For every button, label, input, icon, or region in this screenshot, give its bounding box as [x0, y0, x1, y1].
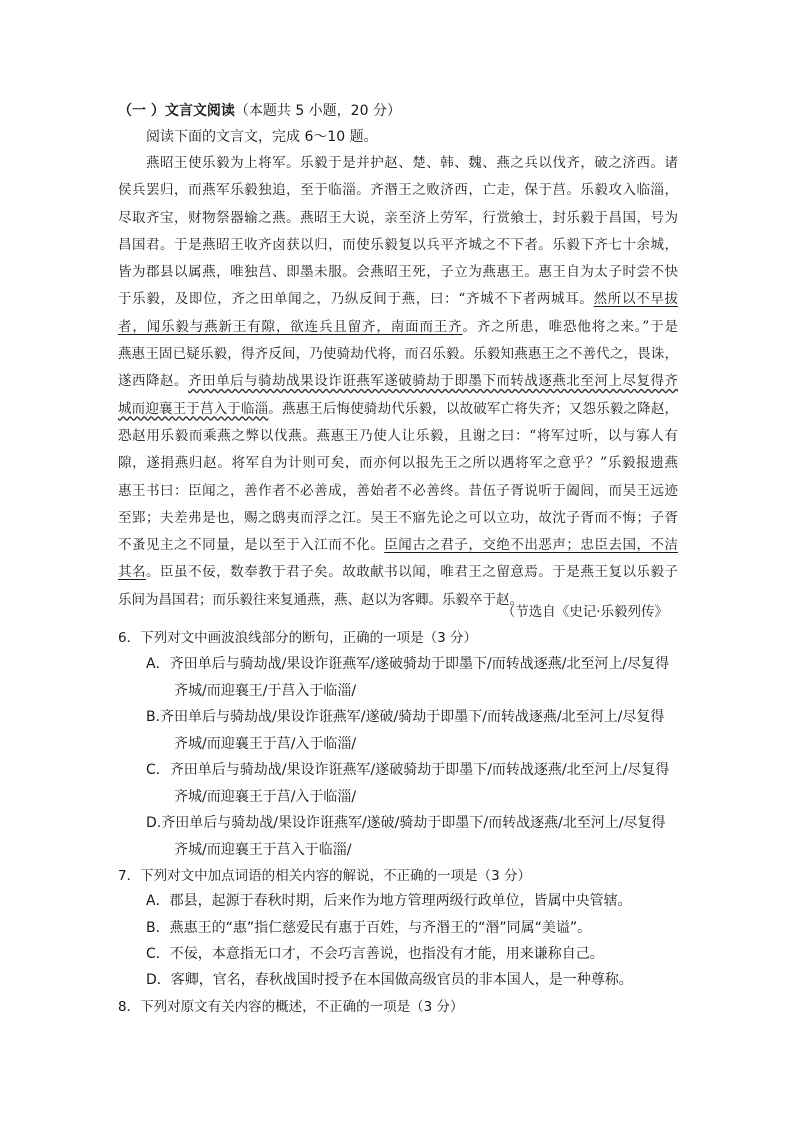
- section-title: [118, 100, 401, 120]
- q6-option-a-line2: 齐城/而迎襄王/于莒入于临淄/: [174, 683, 357, 699]
- passage-text: 恐赵用乐毅而乘燕之弊以伐燕。燕惠王乃使人让乐毅，且谢之曰：“将军过听，以与寡人有: [118, 427, 678, 444]
- classical-passage: [118, 150, 678, 614]
- reading-instruction: 阅读下面的文言文，完成 6～10 题。: [146, 129, 378, 145]
- question-7-stem: 7．下列对文中加点词语的相关内容的解说，不正确的一项是（3 分）: [118, 868, 531, 884]
- q6-option-b-line1: B.齐田单后与骑劫战/果设诈诳燕军/遂破/骑劫于即墨下/而转战逐燕/北至河上/尽复得: [146, 709, 665, 725]
- passage-line: [118, 505, 678, 532]
- passage-text: 惠王书曰：臣闻之，善作者不必善成，善始者不必善终。昔伍子胥说听于阖闾，而吴王远迹: [118, 482, 678, 499]
- section-title-bold: （一 ）文言文阅读: [118, 103, 235, 119]
- passage-line: [118, 341, 678, 368]
- passage-text: 隙，遂捐燕归赵。将军自为计则可矣，而亦何以报先王之所以遇将军之意乎？”乐毅报遗燕: [118, 455, 678, 472]
- passage-text: 。臣虽不佞，数奉教于君子矣。故敢献书以闻，唯君王之留意焉。于是燕王复以乐毅子: [146, 564, 678, 581]
- passage-text: 昌国君。于是燕昭王收齐卤获以归，而使乐毅复以兵平齐城之不下者。乐毅下齐七十余城，: [118, 236, 678, 253]
- passage-text: 皆为郡县以属燕，唯独莒、即墨未服。会燕昭王死，子立为燕惠王。惠王自为太子时尝不快: [118, 264, 678, 281]
- passage-line: [118, 478, 678, 505]
- wavy-underlined-text: 齐田单后与骑劫战果设诈诳燕军遂破骑劫于即墨下而转战逐燕北至河上尽复得齐: [188, 373, 678, 390]
- passage-line: [118, 396, 678, 423]
- passage-line: [118, 450, 678, 477]
- passage-line: [118, 368, 678, 395]
- q7-option-d: D．客卿，官名，春秋战国时授予在本国做高级官员的非本国人，是一种尊称。: [146, 972, 633, 988]
- passage-line: [118, 423, 678, 450]
- passage-text: 遂西降赵。: [118, 373, 189, 390]
- underlined-text: 其名: [118, 564, 147, 581]
- passage-line: [118, 259, 678, 286]
- q6-option-d-line1: D.齐田单后与骑劫战/果设诈诳燕军/遂破/骑劫于即墨下/而转战逐燕/北至河上/尽复得: [146, 815, 666, 831]
- passage-source: （节选自《史记·乐毅列传》: [501, 604, 668, 620]
- section-title-rest: （本题共 5 小题，20 分）: [234, 103, 401, 119]
- passage-text: 乐间为昌国君；而乐毅往来复通燕，燕、赵以为客卿。乐毅卒于赵。: [118, 591, 523, 608]
- passage-text: 。燕惠王后悔使骑劫代乐毅，以故破军亡将失齐；又怨乐毅之降赵，: [268, 400, 678, 417]
- passage-text: 燕昭王使乐毅为上将军。乐毅于是并护赵、楚、韩、魏、燕之兵以伐齐，破之济西。诸: [146, 155, 678, 171]
- q7-option-a: A．郡县，起源于春秋时期，后来作为地方管理两级行政单位，皆属中央管辖。: [146, 893, 632, 909]
- passage-text: 至郢；夫差弗是也，赐之鸱夷而浮之江。吴王不寤先论之可以立功，故沈子胥而不悔；子胥: [118, 509, 678, 526]
- underlined-text: 然所以不早拔: [593, 291, 678, 308]
- q6-option-d-line2: 齐城/而迎襄王于莒入于临淄/: [174, 842, 352, 858]
- question-6-stem: 6．下列对文中画波浪线部分的断句，正确的一项是（3 分）: [118, 630, 477, 646]
- passage-line: [118, 532, 678, 559]
- passage-line: [118, 177, 678, 204]
- passage-text: 燕惠王固已疑乐毅，得齐反间，乃使骑劫代将，而召乐毅。乐毅知燕惠王之不善代之，畏诛，: [118, 346, 678, 363]
- q6-option-c-line1: C．齐田单后与骑劫战/果设诈诳燕军/遂破骑劫于即墨下/而转战逐燕/北至河上/尽复得: [146, 762, 670, 778]
- passage-text: 于乐毅，及即位，齐之田单闻之，乃纵反间于燕，曰：“齐城不下者两城耳。: [118, 291, 594, 308]
- q6-option-a-line1: A．齐田单后与骑劫战/果设诈诳燕军/遂破骑劫于即墨下/而转战逐燕/北至河上/尽复得: [146, 656, 670, 672]
- passage-line: [118, 232, 678, 259]
- passage-line: [118, 314, 678, 341]
- q6-option-b-line2: 齐城/而迎襄王于莒/入于临淄/: [174, 736, 357, 752]
- passage-text: 侯兵罢归，而燕军乐毅独追，至于临淄。齐湣王之败济西，亡走，保于莒。乐毅攻入临淄，: [118, 182, 678, 199]
- passage-text: 尽取齐宝，财物祭器输之燕。燕昭王大说，亲至济上劳军，行赏飨士，封乐毅于昌国，号为: [118, 209, 678, 226]
- passage-line: [118, 559, 678, 586]
- q7-option-c: C．不佞，本意指无口才，不会巧言善说，也指没有才能，用来谦称自己。: [146, 946, 604, 962]
- q6-option-c-line2: 齐城/而迎襄王于莒/入于临淄/: [174, 789, 357, 805]
- passage-line: [118, 150, 678, 177]
- passage-line: [118, 286, 678, 313]
- passage-line: [118, 205, 678, 232]
- q7-option-b: B．燕惠王的“惠”指仁慈爱民有惠于百姓，与齐湣王的“湣”同属“美谥”。: [146, 920, 592, 936]
- question-8-stem: 8．下列对原文有关内容的概述，不正确的一项是（3 分）: [118, 999, 464, 1015]
- passage-text: 不蚤见主之不同量，是以至于入江而不化。: [118, 537, 385, 554]
- passage-text: 。齐之所患，唯恐他将之来。”于是: [462, 318, 678, 335]
- underlined-text: 臣闻古之君子，交绝不出恶声；忠臣去国，不洁: [384, 537, 678, 554]
- underlined-text: 者，闻乐毅与燕新王有隙，欲连兵且留齐，南面而王齐: [118, 318, 463, 335]
- wavy-underlined-text: 城而迎襄王于莒入于临淄: [118, 400, 269, 417]
